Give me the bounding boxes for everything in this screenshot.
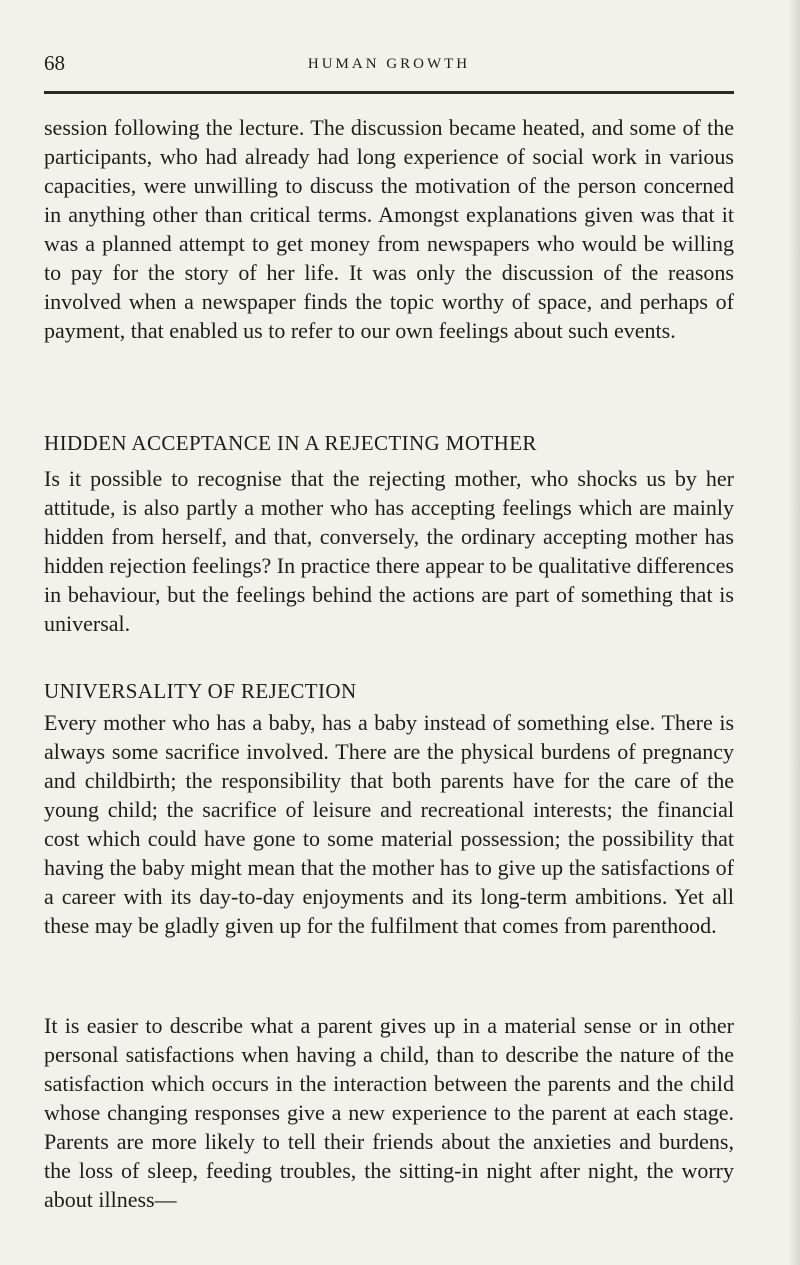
paragraph-1: session following the lecture. The discussion became heated, and some of the participants, who had already had long experience of social work in various capacities, were unwilling to discuss the motivation of the person concerned in anything other than critical terms. Amongst explanations given was that it was a planned attempt to get money from newspapers who would be willing to pay for the story of her life. It was only the discussion of the reasons involved when a newspaper finds the topic worthy of space, and perhaps of payment, that enabled us to refer to our own feelings about such events. [44,115,734,343]
page-header [44,50,734,84]
section-heading-hidden-acceptance: HIDDEN ACCEPTANCE IN A REJECTING MOTHER [44,431,537,455]
paragraph-3: Every mother who has a baby, has a baby instead of something else. There is always some sacrifice involved. There are the physical burdens of pregnancy and childbirth; the responsibility that both parents have for the care of the young child; the sacrifice of leisure and recreational interests; the financial cost which could have gone to some material possession; the possibility that having the baby might mean that the mother has to give up the satisfactions of a career with its day-to-day enjoyments and its long-term ambitions. Yet all these may be gladly given up for the fulfilment that comes from parenthood. [44,710,734,938]
page-edge-shadow [788,0,800,1265]
paragraph-4: It is easier to describe what a parent gives up in a material sense or in other personal satisfactions when having a child, than to describe the nature of the satisfaction which occurs in the interaction between the parents and the child whose changing responses give a new experience to the parent at each stage. Parents are more likely to tell their friends about the anxieties and burdens, the loss of sleep, feeding troubles, the sitting-in night after night, the worry about illness— [44,1013,734,1212]
running-head: HUMAN GROWTH [307,56,471,72]
page-number: 68 [44,51,65,75]
paragraph-2: Is it possible to recognise that the rejecting mother, who shocks us by her attitude, is also partly a mother who has accepting feelings which are mainly hidden from herself, and that, conversely, the ordinary accepting mother has hidden rejection feelings? In practice there appear to be qualitative differences in behaviour, but the feelings behind the actions are part of something that is universal. [44,466,734,636]
header-rule [44,91,734,94]
section-heading-universality: UNIVERSALITY OF REJECTION [44,679,357,703]
